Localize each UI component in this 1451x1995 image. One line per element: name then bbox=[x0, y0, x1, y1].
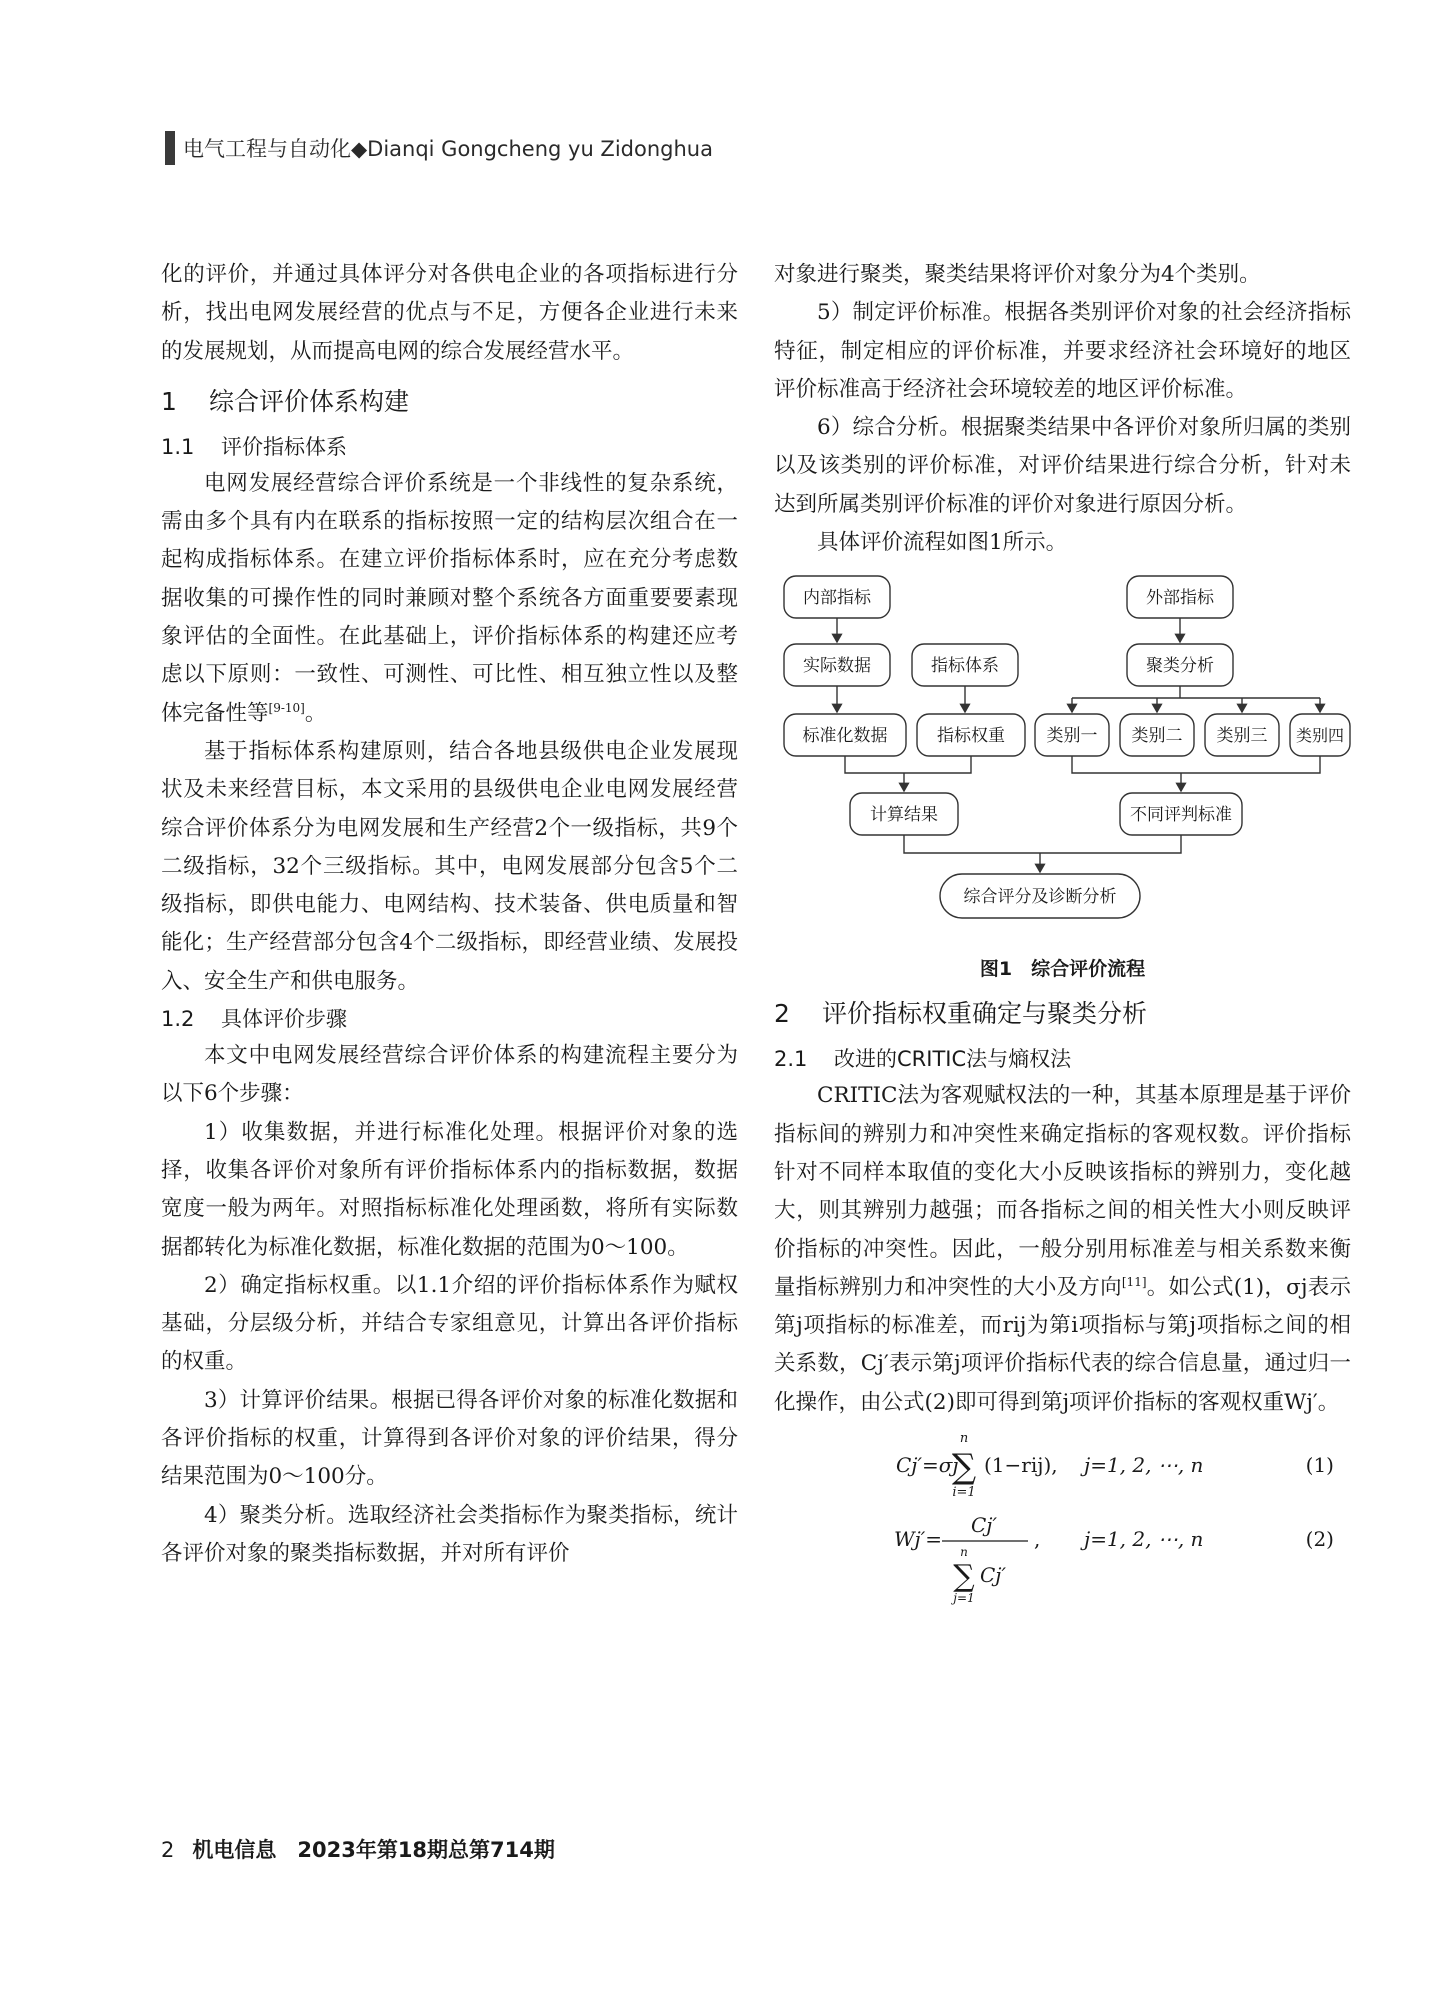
flow-label-system: 指标体系 bbox=[931, 656, 999, 677]
eq2-lhs: Wj′= bbox=[894, 1527, 943, 1552]
eq1-lhs: Cj′=σj bbox=[896, 1453, 959, 1478]
running-header bbox=[165, 131, 713, 165]
eq1-range: j=1, 2, ⋯, n bbox=[1084, 1453, 1204, 1478]
section-heading-1: 1 综合评价体系构建 bbox=[161, 386, 410, 416]
sigma-icon: ∑ bbox=[951, 1447, 977, 1488]
flow-label-std: 标准化数据 bbox=[802, 726, 888, 747]
eq2-numerator: Cj′ bbox=[970, 1513, 998, 1538]
journal-issue: 机电信息 2023年第18期总第714期 bbox=[192, 1838, 555, 1862]
paragraph: 对象进行聚类，聚类结果将评价对象分为4个类别。 bbox=[774, 262, 1261, 287]
flow-label-actual: 实际数据 bbox=[803, 656, 871, 677]
flow-label-criteria: 不同评判标准 bbox=[1130, 805, 1232, 826]
eq1-number: (1) bbox=[1305, 1453, 1334, 1478]
flow-label-weight: 指标权重 bbox=[937, 726, 1005, 747]
paragraph: 具体评价流程如图1所示。 bbox=[817, 530, 1068, 556]
sigma-icon: ∑ bbox=[953, 1559, 975, 1595]
eq2-number: (2) bbox=[1305, 1527, 1334, 1552]
flow-label-c2: 类别二 bbox=[1131, 726, 1183, 747]
paragraph: 本文中电网发展经营综合评价体系的构建流程主要分为以下6个步骤： bbox=[161, 1043, 738, 1107]
paragraph: 6）综合分析。根据聚类结果中各评价对象所归属的类别以及该类别的评价标准，对评价结果进行综合分析，针对未达到所属类别评价标准的评价对象进行原因分析。 bbox=[774, 415, 1351, 517]
flow-label-internal: 内部指标 bbox=[803, 588, 871, 609]
header-bar bbox=[165, 131, 175, 165]
subsection-heading-1-1: 1.1 评价指标体系 bbox=[161, 434, 347, 459]
paragraph: 3）计算评价结果。根据已得各评价对象的标准化数据和各评价指标的权重，计算得到各评价对象的评价结果，得分结果范围为0～100分。 bbox=[161, 1387, 738, 1490]
left-column bbox=[161, 256, 738, 1573]
eq2-sum-top: n bbox=[960, 1545, 968, 1560]
eq2-range: j=1, 2, ⋯, n bbox=[1084, 1527, 1204, 1552]
paragraph: 基于指标体系构建原则，结合各地县级供电企业发展现状及未来经营目标，本文采用的县级供电企业电网发展经营综合评价体系分为电网发展和生产经营2个一级指标，共9个二级指标，32个三级指标。其中，电网发展部分包含5个二级指标，即供电能力、电网结构、技术装备、供电质量和智能化；生产经营部分包含4个二级指标，即经营业绩、发展投入、安全生产和供电服务。 bbox=[161, 738, 738, 994]
flow-label-result: 计算结果 bbox=[870, 805, 938, 826]
eq2-comma: , bbox=[1034, 1527, 1041, 1552]
equation-1 bbox=[774, 1428, 1351, 1500]
paragraph: CRITIC法为客观赋权法的一种，其基本原理是基于评价指标间的辨别力和冲突性来确定指标的客观权数。评价指标针对不同样本取值的变化大小反映该指标的辨别力，变化越大，则其辨别力越强；而各指标之间的相关性大小则反映评价指标的冲突性。因此，一般分别用标准差与相关系数来衡量指标辨别力和冲突性的大小及方向[11]。如公式(1)，σj表示第j项指标的标准差，而rij为第i项指标与第j项指标之间的相关系数，Cj′表示第j项评价指标代表的综合信息量，通过归一化操作，由公式(2)即可得到第j项评价指标的客观权重Wj′。 bbox=[774, 1083, 1351, 1415]
flow-label-c1: 类别一 bbox=[1046, 726, 1098, 747]
eq2-den-body: Cj′ bbox=[980, 1563, 1007, 1588]
journal-title: 电气工程与自动化◆Dianqi Gongcheng yu Zidonghua bbox=[183, 137, 713, 161]
page-footer bbox=[161, 1834, 555, 1864]
flow-label-cluster: 聚类分析 bbox=[1146, 656, 1214, 677]
flow-label-c4: 类别四 bbox=[1295, 726, 1345, 746]
paragraph: 1）收集数据，并进行标准化处理。根据评价对象的选择，收集各评价对象所有评价指标体系内的指标数据，数据宽度一般为两年。对照指标标准化处理函数，将所有实际数据都转化为标准化数据，标准化数据的范围为0～100。 bbox=[161, 1119, 738, 1260]
right-column bbox=[774, 256, 1351, 1606]
subsection-heading-1-2: 1.2 具体评价步骤 bbox=[161, 1007, 347, 1032]
eq1-sum-top: n bbox=[959, 1431, 969, 1447]
flowchart bbox=[774, 570, 1351, 950]
paragraph: 电网发展经营综合评价系统是一个非线性的复杂系统，需由多个具有内在联系的指标按照一定的结构层次组合在一起构成指标体系。在建立评价指标体系时，应在充分考虑数据收集的可操作性的同时兼顾对整个系统各方面重要要素现象评估的全面性。在此基础上，评价指标体系的构建还应考虑以下原则：一致性、可测性、可比性、相互独立性以及整体完备性等[9-10]。 bbox=[161, 470, 738, 726]
equation-2 bbox=[774, 1506, 1351, 1606]
paragraph: 2）确定指标权重。以1.1介绍的评价指标体系作为赋权基础，分层级分析，并结合专家组意见，计算出各评价指标的权重。 bbox=[161, 1272, 738, 1375]
citation: [9-10] bbox=[268, 700, 305, 715]
flow-label-c3: 类别三 bbox=[1216, 726, 1268, 747]
flow-label-final: 综合评分及诊断分析 bbox=[963, 887, 1117, 908]
figure-caption: 图1 综合评价流程 bbox=[979, 958, 1146, 981]
paragraph: 5）制定评价标准。根据各类别评价对象的社会经济指标特征，制定相应的评价标准，并要求经济社会环境好的地区评价标准高于经济社会环境较差的地区评价标准。 bbox=[774, 300, 1351, 402]
subsection-heading-2-1: 2.1 改进的CRITIC法与熵权法 bbox=[774, 1047, 1072, 1072]
citation: [11] bbox=[1121, 1274, 1147, 1289]
paragraph: 化的评价，并通过具体评分对各供电企业的各项指标进行分析，找出电网发展经营的优点与不足，方便各企业进行未来的发展规划，从而提高电网的综合发展经营水平。 bbox=[161, 262, 738, 364]
paragraph: 4）聚类分析。选取经济社会类指标作为聚类指标，统计各评价对象的聚类指标数据，并对所有评价 bbox=[161, 1502, 738, 1566]
flow-label-external: 外部指标 bbox=[1146, 588, 1214, 609]
page-number: 2 bbox=[161, 1838, 175, 1862]
eq1-body: (1−rij), bbox=[984, 1453, 1058, 1478]
eq2-sum-bottom: j=1 bbox=[953, 1591, 975, 1606]
section-heading-2: 2 评价指标权重确定与聚类分析 bbox=[774, 999, 1148, 1029]
eq1-sum-bottom: i=1 bbox=[952, 1485, 976, 1501]
